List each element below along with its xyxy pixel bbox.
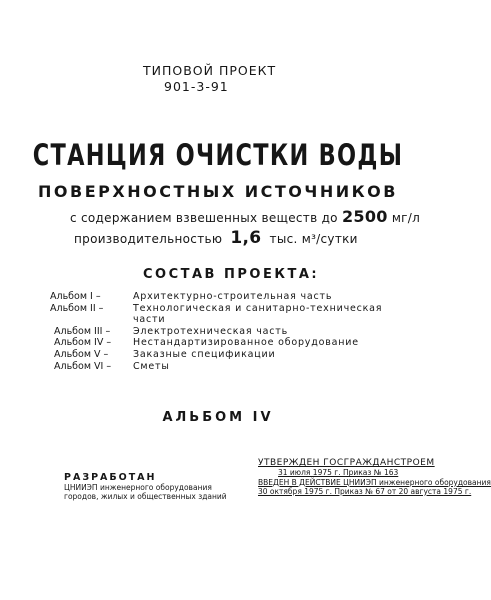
album-list [50, 291, 382, 372]
approval-line-2: 31 июля 1975 г. Приказ № 163 [278, 468, 399, 478]
approval-heading: УТВЕРЖДЕН ГОСГРАЖДАНСТРОЕМ [258, 458, 435, 468]
capacity-prefix: производительностью [74, 232, 223, 246]
document-subtitle: ПОВЕРХНОСТНЫХ ИСТОЧНИКОВ [38, 182, 398, 201]
album-label [50, 314, 133, 326]
album-item-2-continued [50, 314, 382, 326]
album-description: Электротехническая часть [133, 325, 289, 337]
album-description: Сметы [133, 360, 170, 372]
project-number: 901-3-91 [164, 79, 229, 94]
developer-line-2: городов, жилых и общественных зданий [64, 492, 227, 501]
current-album-label: АЛЬБОМ IV [162, 410, 274, 425]
album-label: Альбом VI – [54, 360, 112, 372]
capacity-line [74, 228, 358, 248]
capacity-value: 1,6 [230, 228, 262, 248]
suspended-solids-value: 2500 [341, 207, 388, 226]
developer-block [64, 473, 227, 502]
composition-heading: СОСТАВ ПРОЕКТА: [143, 267, 320, 282]
album-description: Архитектурно-строительная часть [133, 291, 333, 302]
album-item-5 [50, 349, 382, 361]
approval-line-4: 30 октября 1975 г. Приказ № 67 от 20 августа 1975 г. [258, 486, 472, 496]
suspended-solids-prefix: с содержанием взвешенных веществ до [70, 211, 338, 225]
suspended-solids-line [70, 207, 420, 226]
album-item-3 [50, 326, 382, 338]
album-description: части [133, 314, 166, 326]
capacity-unit: тыс. м³/сутки [269, 232, 358, 246]
album-description: Нестандартизированное оборудование [133, 337, 359, 349]
developer-line-1: ЦНИИЭП инженерного оборудования [64, 482, 212, 492]
album-item-4 [50, 337, 382, 349]
approval-block [258, 459, 491, 496]
album-label: Альбом IV – [54, 337, 112, 349]
album-description: Технологическая и санитарно-техническая [133, 302, 383, 314]
album-label: Альбом II – [50, 302, 104, 314]
album-item-1 [50, 291, 382, 303]
album-label: Альбом I – [50, 291, 101, 302]
project-type-label: ТИПОВОЙ ПРОЕКТ [143, 63, 277, 78]
album-label: Альбом III – [54, 325, 111, 337]
album-item-6 [50, 361, 382, 373]
document-title: СТАНЦИЯ ОЧИСТКИ ВОДЫ [32, 138, 404, 172]
suspended-solids-unit: мг/л [391, 211, 421, 225]
album-label: Альбом V – [54, 348, 109, 360]
developer-heading: РАЗРАБОТАН [64, 472, 157, 483]
album-description: Заказные спецификации [133, 348, 276, 360]
approval-line-3: ВВЕДЕН В ДЕЙСТВИЕ ЦНИИЭП инженерного оборудования [258, 477, 491, 487]
album-item-2 [50, 303, 382, 315]
